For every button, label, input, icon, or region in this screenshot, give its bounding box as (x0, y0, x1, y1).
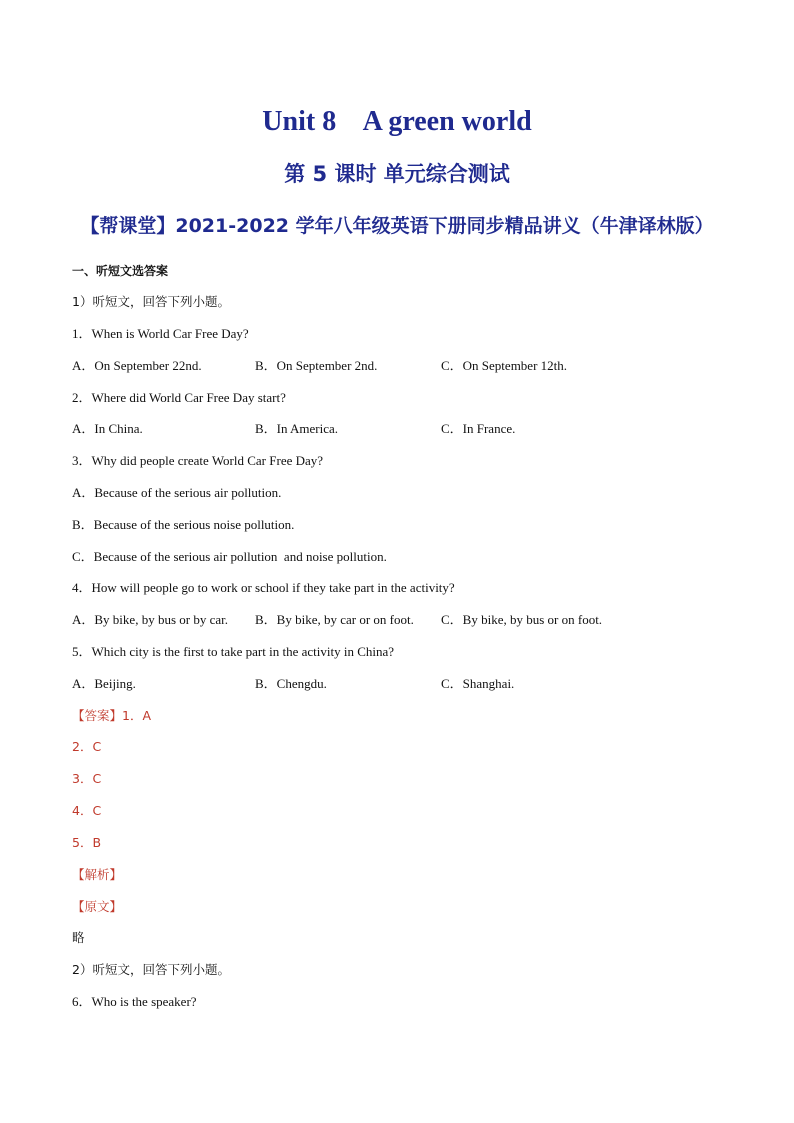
question-3: 3．Why did people create World Car Free Day? (72, 453, 324, 468)
question-6: 6．Who is the speaker? (72, 994, 197, 1009)
part1-instruction: 1）听短文，回答下列小题。 (72, 294, 230, 309)
answer-2: 2．C (72, 739, 102, 754)
omitted-text: 略 (72, 930, 85, 945)
q3-option-b: B．Because of the serious noise pollution. (72, 517, 295, 532)
q5-option-c: C．Shanghai. (441, 676, 515, 691)
q5-option-b: B．Chengdu. (255, 676, 327, 691)
answer-5: 5．B (72, 835, 102, 850)
lesson-subtitle: 第 5 课时 单元综合测试 (284, 162, 510, 186)
answer-4: 4．C (72, 803, 102, 818)
q2-option-b: B．In America. (255, 421, 339, 436)
original-text-label: 【原文】 (72, 899, 123, 914)
q1-option-b: B．On September 2nd. (255, 358, 378, 373)
part2-instruction: 2）听短文，回答下列小题。 (72, 962, 230, 977)
question-2: 2．Where did World Car Free Day start? (72, 390, 286, 405)
q4-option-b: B．By bike, by car or on foot. (255, 612, 414, 627)
q2-option-c: C．In France. (441, 421, 516, 436)
q1-option-c: C．On September 12th. (441, 358, 568, 373)
section-heading: 一、听短文选答案 (72, 264, 169, 278)
analysis-label: 【解析】 (72, 867, 123, 882)
question-4: 4．How will people go to work or school if they take part in the activity? (72, 580, 455, 595)
q4-option-c: C．By bike, by bus or on foot. (441, 612, 603, 627)
question-1: 1．When is World Car Free Day? (72, 326, 249, 341)
q4-option-a: A．By bike, by bus or by car. (72, 612, 228, 627)
q3-option-a: A．Because of the serious air pollution. (72, 485, 282, 500)
answer-1: 【答案】1．A (72, 708, 152, 723)
q3-option-c: C．Because of the serious air pollution and noise pollution. (72, 549, 387, 564)
q5-option-a: A．Beijing. (72, 676, 136, 691)
series-title: 【帮课堂】2021-2022 学年八年级英语下册同步精品讲义（牛津译林版） (80, 215, 714, 237)
q1-option-a: A．On September 22nd. (72, 358, 202, 373)
question-5: 5．Which city is the first to take part in the activity in China? (72, 644, 395, 659)
answer-3: 3．C (72, 771, 102, 786)
q2-option-a: A．In China. (72, 421, 143, 436)
page-title: Unit 8 A green world (262, 106, 532, 137)
